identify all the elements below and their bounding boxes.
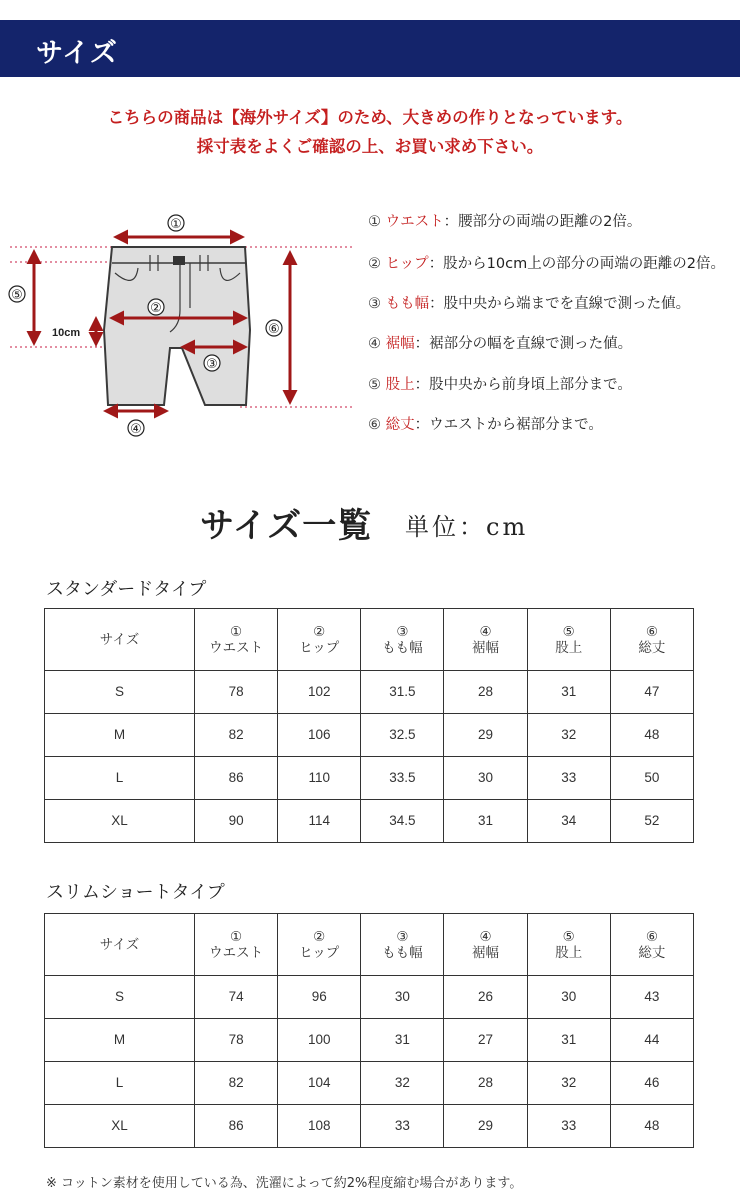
table-cell: 44 [610,1019,693,1062]
table-cell: 102 [278,671,361,714]
table-cell: 31 [527,671,610,714]
table-cell: S [45,671,195,714]
table-cell: 82 [195,1062,278,1105]
table-cell: 26 [444,976,527,1019]
table-cell: 30 [361,976,444,1019]
table-cell: 78 [195,1019,278,1062]
table-cell: 30 [444,757,527,800]
table-cell: L [45,1062,195,1105]
table-header-row [45,914,694,976]
table-cell: 48 [610,714,693,757]
legend-item: ④ 裾幅：裾部分の幅を直線で測った値。 [368,336,633,352]
table-row [45,1105,694,1148]
legend-item: ⑤ 股上：股中央から前身頃上部分まで。 [368,377,632,393]
table-row [45,976,694,1019]
diagram-label-2: ② [150,301,162,316]
notice-line-1: こちらの商品は【海外サイズ】のため、大きめの作りとなっています。 [107,108,633,127]
table-cell: 31 [444,800,527,843]
size-table-standard [44,608,694,843]
legend-item: ⑥ 総丈：ウエストから裾部分まで。 [368,417,603,433]
size-table-slim-short [44,913,694,1148]
table-cell: 28 [444,1062,527,1105]
header-cell: ⑥ 総丈 [610,914,693,976]
table-cell: 104 [278,1062,361,1105]
table-cell: 96 [278,976,361,1019]
table-cell: 32.5 [361,714,444,757]
table-cell: 31 [527,1019,610,1062]
table-cell: 82 [195,714,278,757]
shorts-measurement-diagram [0,200,360,450]
table-cell: 28 [444,671,527,714]
table-cell: 33.5 [361,757,444,800]
size-list-title: サイズ一覧 [200,506,373,546]
table-cell: XL [45,1105,195,1148]
diagram-label-3: ③ [206,357,218,372]
diagram-offset-label: 10cm [52,327,81,339]
table-cell: M [45,714,195,757]
table-cell: 33 [361,1105,444,1148]
header-cell: ② ヒップ [278,609,361,671]
table-title-standard: スタンダードタイプ [46,579,207,600]
table-cell: 90 [195,800,278,843]
header-cell: ① ウエスト [195,609,278,671]
shorts-illustration [104,247,250,405]
table-row [45,671,694,714]
section-header [0,20,740,77]
table-row [45,1019,694,1062]
header-cell: ③ もも幅 [361,609,444,671]
table-row [45,800,694,843]
table-cell: 108 [278,1105,361,1148]
table-cell: 27 [444,1019,527,1062]
table-cell: 48 [610,1105,693,1148]
legend-item: ③ もも幅：股中央から端までを直線で測った値。 [368,296,691,312]
table-cell: 78 [195,671,278,714]
table-cell: 33 [527,1105,610,1148]
table-cell: 86 [195,757,278,800]
table-cell: XL [45,800,195,843]
table-cell: 110 [278,757,361,800]
section-title: サイズ [36,38,118,69]
table-cell: 29 [444,714,527,757]
table-cell: 52 [610,800,693,843]
header-cell: サイズ [45,609,195,671]
table-cell: 32 [527,1062,610,1105]
footnote: ※ コットン素材を使用している為、洗濯によって約2%程度縮む場合があります。 [46,1176,523,1191]
table-cell: 46 [610,1062,693,1105]
header-cell: サイズ [45,914,195,976]
header-cell: ⑤ 股上 [527,609,610,671]
table-row [45,757,694,800]
table-cell: 30 [527,976,610,1019]
header-cell: ① ウエスト [195,914,278,976]
header-cell: ③ もも幅 [361,914,444,976]
table-cell: 32 [361,1062,444,1105]
table-row [45,714,694,757]
notice-line-2: 採寸表をよくご確認の上、お買い求め下さい。 [196,137,544,156]
table-cell: S [45,976,195,1019]
table-cell: 32 [527,714,610,757]
table-title-slim-short: スリムショートタイプ [46,882,225,903]
table-cell: 34 [527,800,610,843]
table-cell: M [45,1019,195,1062]
table-header-row [45,609,694,671]
table-cell: 43 [610,976,693,1019]
diagram-label-6: ⑥ [268,322,280,337]
header-cell: ⑤ 股上 [527,914,610,976]
unit-label: 単位：cm [405,513,529,541]
table-cell: 114 [278,800,361,843]
diagram-label-5: ⑤ [11,288,23,303]
legend-item: ② ヒップ：股から10cm上の部分の両端の距離の2倍。 [368,256,725,272]
table-cell: 106 [278,714,361,757]
diagram-label-1: ① [170,217,182,232]
header-cell: ⑥ 総丈 [610,609,693,671]
header-cell: ④ 裾幅 [444,609,527,671]
table-cell: 31.5 [361,671,444,714]
table-cell: 29 [444,1105,527,1148]
table-cell: 34.5 [361,800,444,843]
table-row [45,1062,694,1105]
table-cell: L [45,757,195,800]
table-cell: 33 [527,757,610,800]
table-cell: 100 [278,1019,361,1062]
table-cell: 74 [195,976,278,1019]
table-cell: 31 [361,1019,444,1062]
table-cell: 50 [610,757,693,800]
table-cell: 47 [610,671,693,714]
diagram-label-4: ④ [130,422,142,437]
table-cell: 86 [195,1105,278,1148]
header-cell: ② ヒップ [278,914,361,976]
header-cell: ④ 裾幅 [444,914,527,976]
legend-item: ① ウエスト：腰部分の両端の距離の2倍。 [368,214,642,230]
